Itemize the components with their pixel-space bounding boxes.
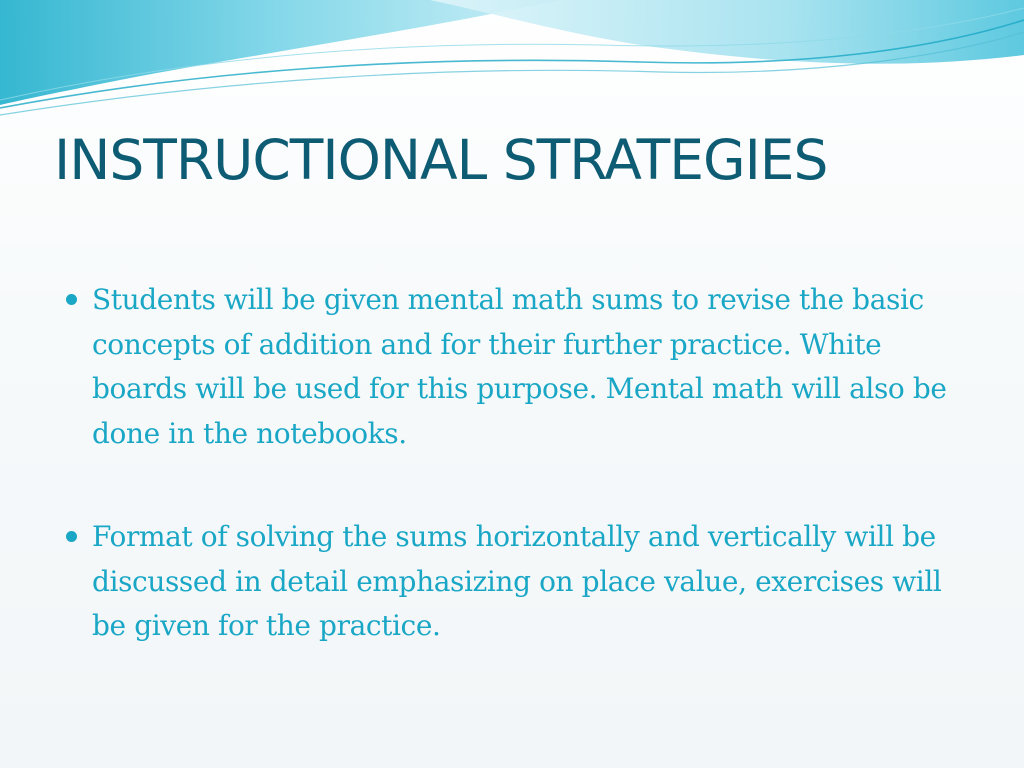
wave-fill-left (0, 0, 560, 105)
bullet-dot-icon (66, 531, 77, 542)
bullet-text: Format of solving the sums horizontally and vertically will be discussed in detail emphasizing on place value, exercises will be given for the practice. (92, 520, 942, 642)
bullet-dot-icon (66, 294, 77, 305)
wave-fill-right (430, 0, 1024, 64)
bullet-item (62, 515, 962, 649)
bullet-text: Students will be given mental math sums to revise the basic concepts of addition and for their further practice. White boards will be used for this purpose. Mental math will also be done in the notebooks. (92, 283, 947, 450)
bullet-item (62, 278, 962, 456)
bullet-list (62, 278, 962, 649)
header-wave-decoration (0, 0, 1024, 130)
slide-title: INSTRUCTIONAL STRATEGIES (54, 128, 828, 192)
